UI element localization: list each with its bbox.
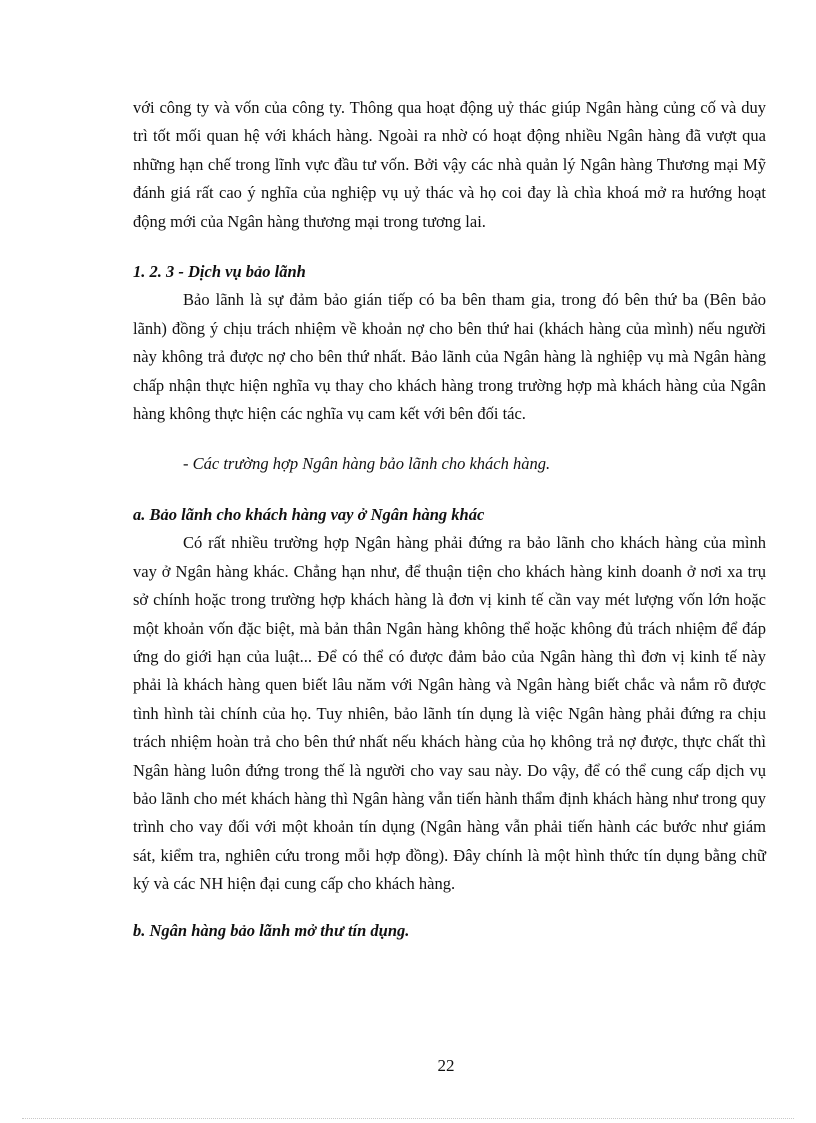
- item-guarantee-cases: - Các trường hợp Ngân hàng bảo lãnh cho khách hàng.: [183, 454, 551, 474]
- document-body: [133, 94, 766, 945]
- paragraph-a: Có rất nhiều trường hợp Ngân hàng phải đứng ra bảo lãnh cho khách hàng của mình vay ở Ngân hàng khác. Chẳng hạn như, để thuận tiện cho khách hàng kinh doanh ở nơi xa trụ sở chính hoặc trong trường hợp khách hàng là đơn vị kinh tế cần vay mét lượng vốn lớn hoặc một khoản vốn đặc biệt, mà bản thân Ngân hàng không thể hoặc không đủ trách nhiệm để đáp ứng do giới hạn của luật... Để có thể có được đảm bảo của Ngân hàng thì đơn vị kinh tế này phải là khách hàng quen biết lâu năm với Ngân hàng và Ngân hàng biết chắc và nắm rõ được tình hình tài chính của họ. Tuy nhiên, bảo lãnh tín dụng là việc Ngân hàng phải đứng ra chịu trách nhiệm hoàn trả cho bên thứ nhất nếu khách hàng của họ không trả nợ được, thực chất thì Ngân hàng luôn đứng trong thế là người cho vay sau này. Do vậy, để có thể cung cấp dịch vụ bảo lãnh cho mét khách hàng thì Ngân hàng vẫn tiến hành thẩm định khách hàng như trong quy trình cho vay đối với một khoản tín dụng (Ngân hàng vẫn phải tiến hành các bước như giám sát, kiểm tra, nghiên cứu trong mỗi hợp đồng). Đây chính là một hình thức tín dụng bằng chữ ký và các NH hiện đại cung cấp cho khách hàng.: [133, 533, 766, 894]
- subheading-a: a. Bảo lãnh cho khách hàng vay ở Ngân hàng khác: [133, 504, 485, 524]
- subheading-b: b. Ngân hàng bảo lãnh mở thư tín dụng.: [133, 920, 410, 940]
- section-heading-1-2-3: 1. 2. 3 - Dịch vụ bảo lãnh: [133, 262, 306, 282]
- paragraph-guarantee-definition: Bảo lãnh là sự đảm bảo gián tiếp có ba bên tham gia, trong đó bên thứ ba (Bên bảo lãnh) đồng ý chịu trách nhiệm về khoản nợ cho bên thứ hai (khách hàng của mình) nếu người này không trả được nợ cho bên thứ nhất. Bảo lãnh của Ngân hàng là nghiệp vụ mà Ngân hàng chấp nhận thực hiện nghĩa vụ thay cho khách hàng trong trường hợp mà khách hàng của Ngân hàng không thực hiện các nghĩa vụ cam kết với bên đối tác.: [133, 290, 766, 424]
- page-bottom-rule: [22, 1118, 794, 1119]
- page-number: 22: [437, 1056, 455, 1075]
- paragraph-intro: với công ty và vốn của công ty. Thông qua hoạt động uỷ thác giúp Ngân hàng củng cố và duy trì tốt mối quan hệ với khách hàng. Ngoài ra nhờ có hoạt động nhiều Ngân hàng đã vượt qua những hạn chế trong lĩnh vực đầu tư vốn. Bởi vậy các nhà quản lý Ngân hàng Thương mại Mỹ đánh giá rất cao ý nghĩa của nghiệp vụ uỷ thác và họ coi đay là chìa khoá mở ra hướng hoạt động mới của Ngân hàng thương mại trong tương lai.: [133, 98, 766, 231]
